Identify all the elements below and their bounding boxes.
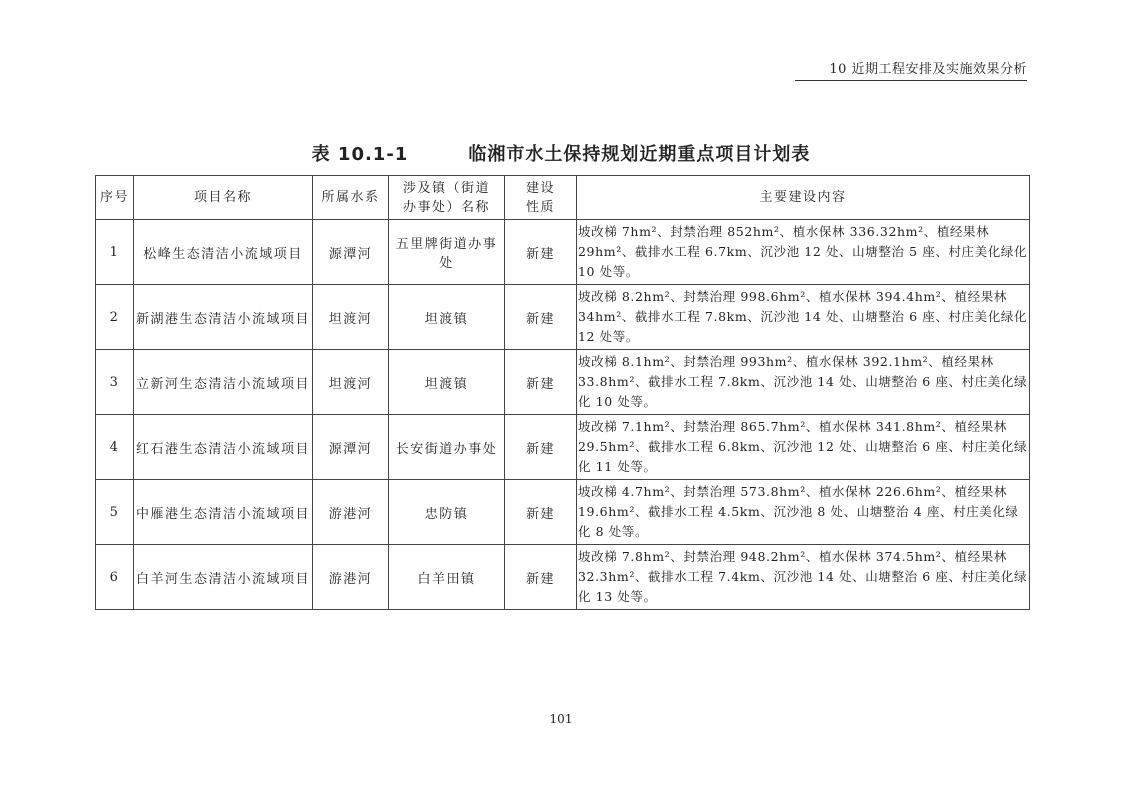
cell-town: 长安街道办事处 [389,415,505,480]
cell-content: 坡改梯 4.7hm²、封禁治理 573.8hm²、植水保林 226.6hm²、植经果林 19.6hm²、截排水工程 4.5km、沉沙池 8 处、山塘整治 4 座、村庄美化绿化 8 处等。 [577,480,1030,545]
cell-nature: 新建 [505,285,577,350]
cell-name: 白羊河生态清洁小流域项目 [134,545,313,610]
table-row [96,220,1030,285]
table-row [96,350,1030,415]
cell-nature: 新建 [505,220,577,285]
running-header: 10 近期工程安排及实施效果分析 [795,58,1027,81]
column-header-town [389,176,505,220]
cell-nature: 新建 [505,480,577,545]
column-header-town-line2: 办事处）名称 [402,199,490,215]
table-row [96,480,1030,545]
cell-river: 源潭河 [313,220,389,285]
column-header-town-line1: 涉及镇（街道 [402,180,490,196]
column-header-nature [505,176,577,220]
column-header-nature-line1: 建设 [525,180,555,196]
cell-name: 新湖港生态清洁小流域项目 [134,285,313,350]
cell-name: 中雁港生态清洁小流域项目 [134,480,313,545]
cell-content: 坡改梯 7.1hm²、封禁治理 865.7hm²、植水保林 341.8hm²、植经果林 29.5hm²、截排水工程 6.8km、沉沙池 12 处、山塘整治 6 座、村庄美化绿化 11 处等。 [577,415,1030,480]
table-row [96,545,1030,610]
cell-seq: 4 [96,415,134,480]
cell-river: 坦渡河 [313,285,389,350]
cell-seq: 5 [96,480,134,545]
cell-content: 坡改梯 8.1hm²、封禁治理 993hm²、植水保林 392.1hm²、植经果林 33.8hm²、截排水工程 7.8km、沉沙池 14 处、山塘整治 6 座、村庄美化绿化 10 处等。 [577,350,1030,415]
table-row [96,415,1030,480]
cell-river: 坦渡河 [313,350,389,415]
cell-content: 坡改梯 7hm²、封禁治理 852hm²、植水保林 336.32hm²、植经果林 29hm²、截排水工程 6.7km、沉沙池 12 处、山塘整治 5 座、村庄美化绿化 10 处等。 [577,220,1030,285]
table-header-row [96,176,1030,220]
cell-content: 坡改梯 7.8hm²、封禁治理 948.2hm²、植水保林 374.5hm²、植经果林 32.3hm²、截排水工程 7.4km、沉沙池 14 处、山塘整治 6 座、村庄美化绿化 13 处等。 [577,545,1030,610]
project-plan-table [95,175,1030,610]
cell-name: 红石港生态清洁小流域项目 [134,415,313,480]
cell-nature: 新建 [505,415,577,480]
cell-name: 松峰生态清洁小流域项目 [134,220,313,285]
cell-nature: 新建 [505,545,577,610]
cell-town: 坦渡镇 [389,350,505,415]
cell-nature: 新建 [505,350,577,415]
table-row [96,285,1030,350]
cell-town: 白羊田镇 [389,545,505,610]
cell-content: 坡改梯 8.2hm²、封禁治理 998.6hm²、植水保林 394.4hm²、植经果林 34hm²、截排水工程 7.8km、沉沙池 14 处、山塘整治 6 座、村庄美化绿化 12 处等。 [577,285,1030,350]
cell-river: 游港河 [313,480,389,545]
cell-name: 立新河生态清洁小流域项目 [134,350,313,415]
cell-seq: 1 [96,220,134,285]
cell-town: 坦渡镇 [389,285,505,350]
column-header-content: 主要建设内容 [577,176,1030,220]
column-header-name: 项目名称 [134,176,313,220]
page-number: 101 [549,712,573,726]
table-title: 临湘市水土保持规划近期重点项目计划表 [468,144,811,165]
column-header-river: 所属水系 [313,176,389,220]
table-number: 表 10.1-1 [311,144,409,165]
cell-town: 五里牌街道办事处 [389,220,505,285]
cell-seq: 2 [96,285,134,350]
cell-seq: 3 [96,350,134,415]
column-header-seq: 序号 [96,176,134,220]
table-caption [0,140,1122,166]
cell-river: 游港河 [313,545,389,610]
column-header-nature-line2: 性质 [525,199,555,215]
cell-town: 忠防镇 [389,480,505,545]
cell-seq: 6 [96,545,134,610]
cell-river: 源潭河 [313,415,389,480]
